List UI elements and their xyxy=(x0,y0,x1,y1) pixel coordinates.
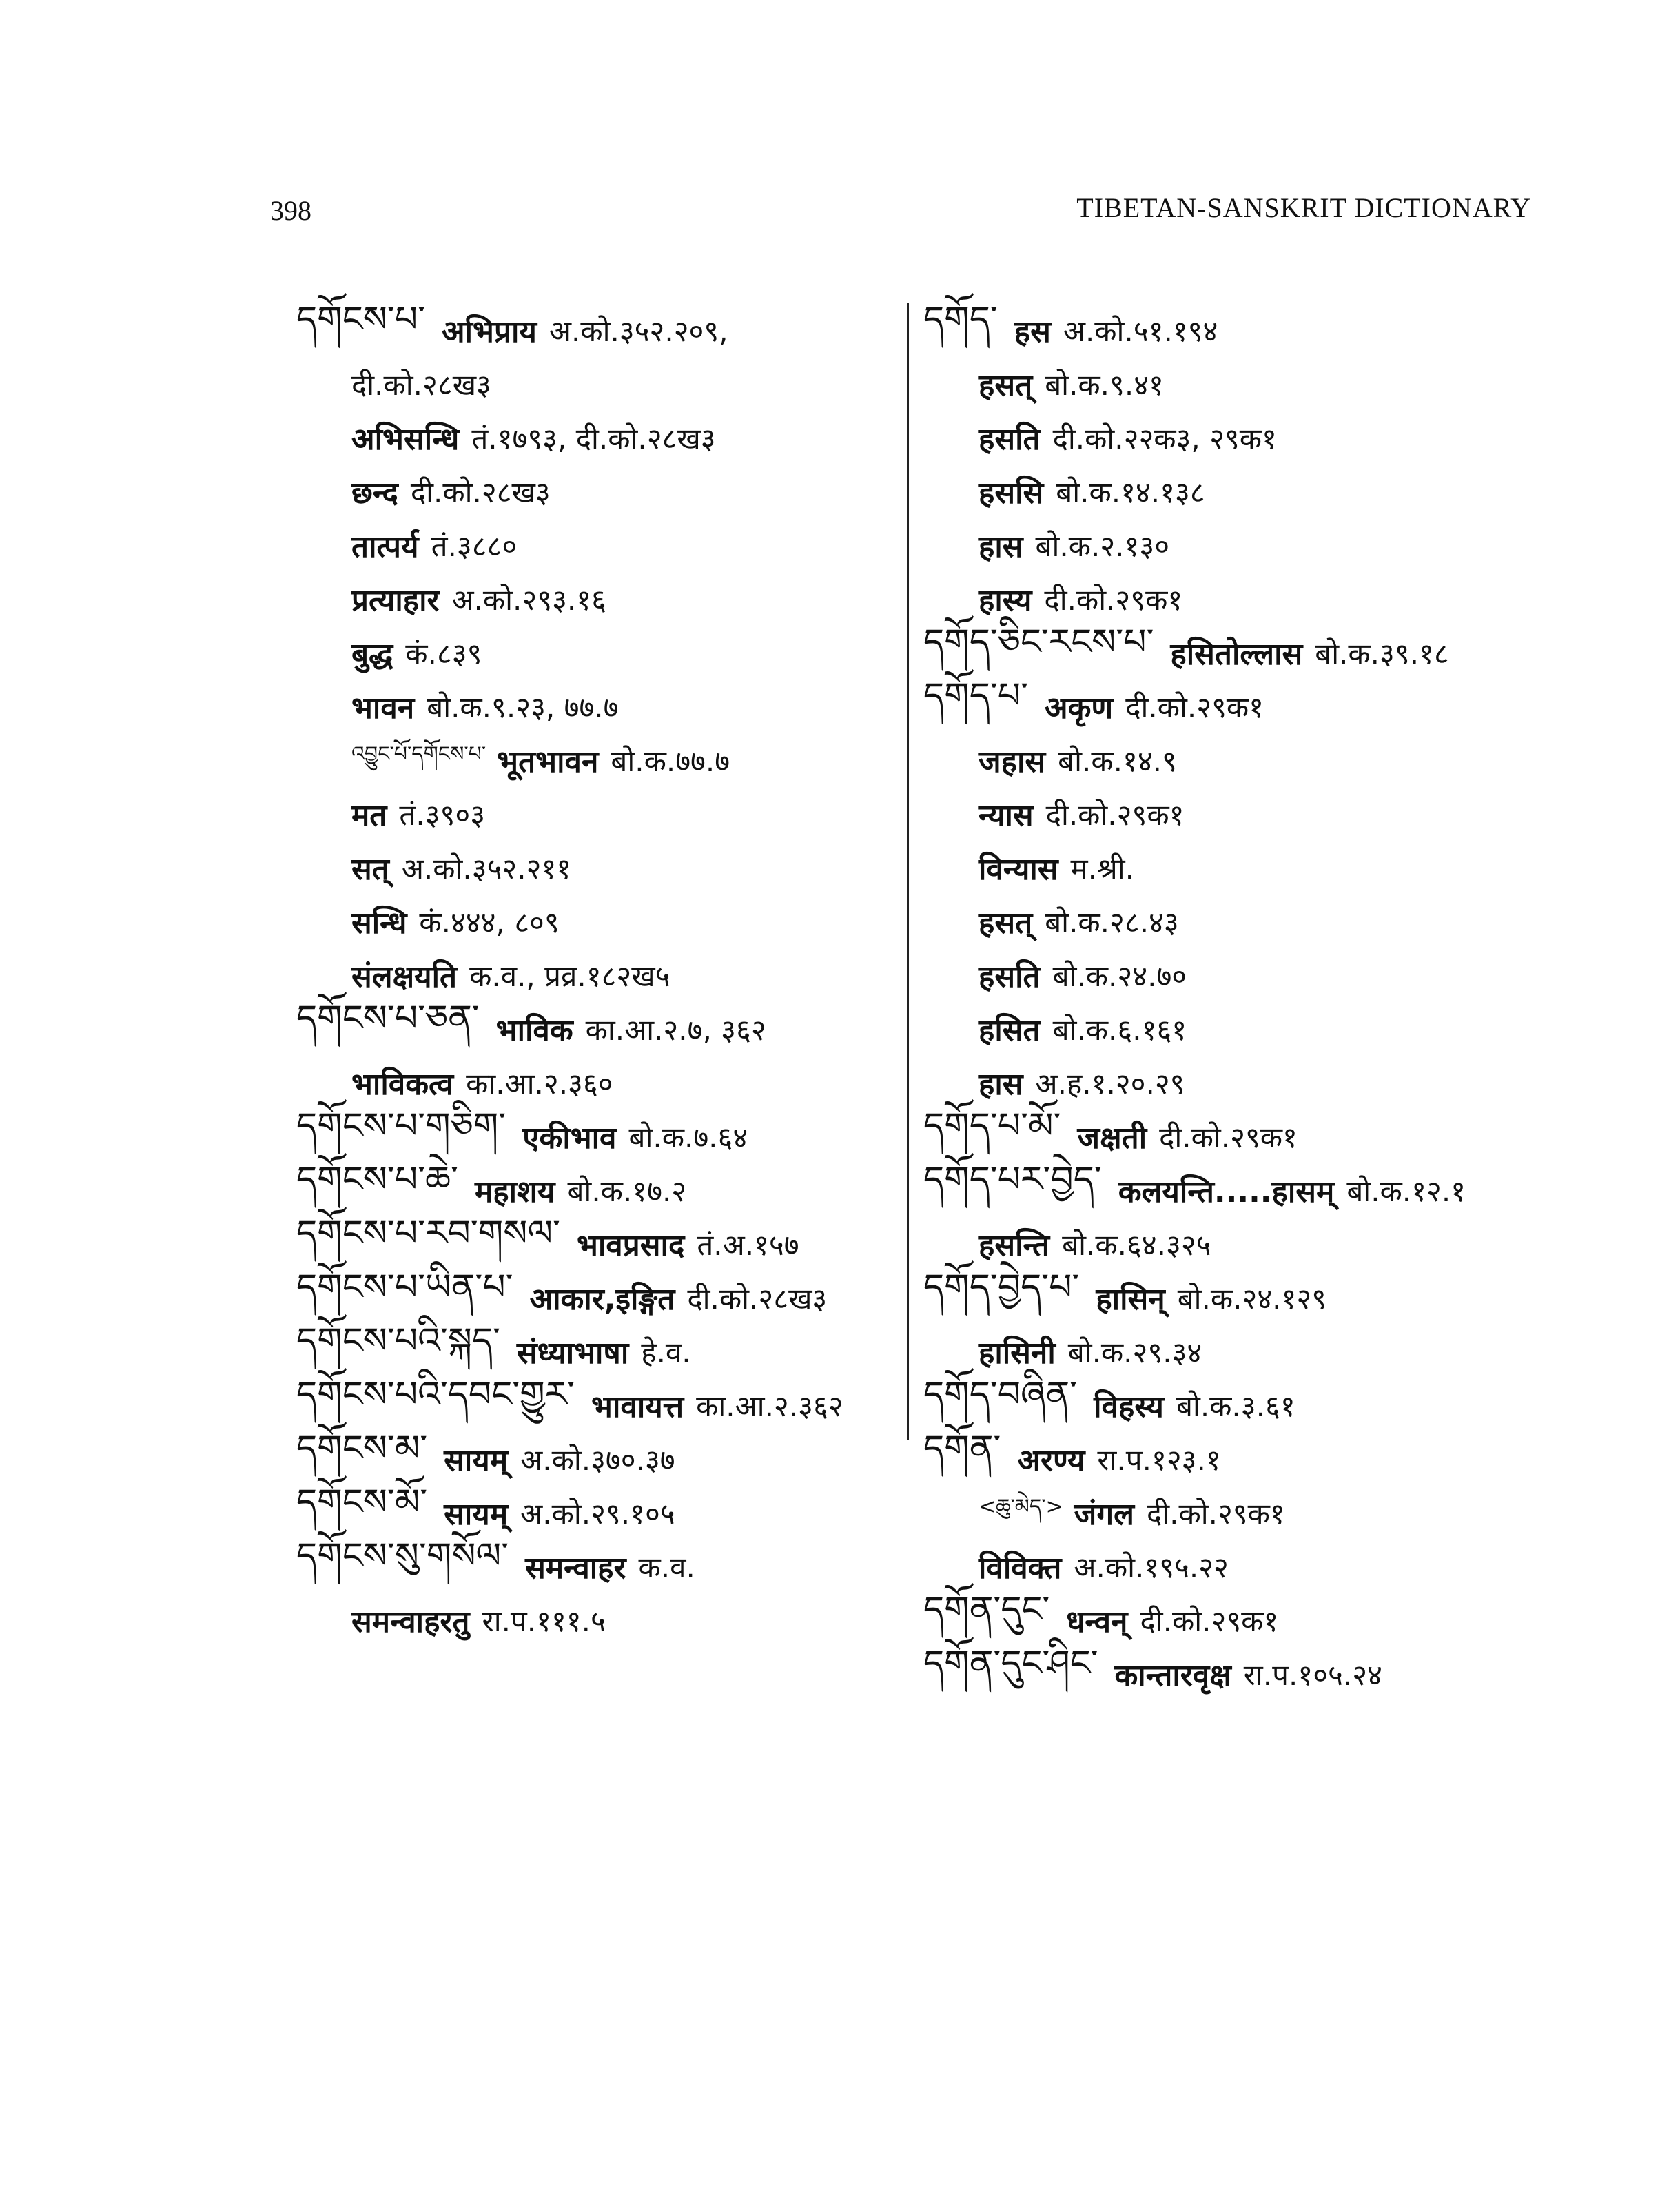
sanskrit-equivalent: संध्याभाषा xyxy=(516,1336,629,1371)
source-reference: रा.प.१०५.२४ xyxy=(1243,1657,1382,1692)
sanskrit-equivalent: कलयन्ति.....हासम् xyxy=(1118,1174,1335,1209)
column-divider xyxy=(907,303,909,1440)
source-reference: दी.को.२८ख३ xyxy=(351,367,491,402)
source-reference: बो.क.२४.१२९ xyxy=(1177,1281,1327,1316)
source-reference: दी.को.२८ख३ xyxy=(410,475,551,509)
tibetan-headword: དགོངས་པ་གཅིག་ xyxy=(296,1105,506,1147)
dictionary-entry xyxy=(296,1535,889,1593)
source-reference: अ.ह.१.२०.२९ xyxy=(1035,1066,1185,1101)
running-title: TIBETAN-SANSKRIT DICTIONARY xyxy=(1076,192,1531,223)
tibetan-headword: དགོད་བྱེད་པ་ xyxy=(923,1267,1080,1308)
source-reference: दी.को.२८ख३ xyxy=(687,1281,828,1316)
dictionary-entry xyxy=(923,1374,1544,1432)
source-reference: अ.को.३५२.२११ xyxy=(401,851,572,886)
dictionary-entry xyxy=(296,464,889,518)
sanskrit-equivalent: तात्पर्य xyxy=(351,529,419,564)
source-reference: हे.व. xyxy=(641,1335,691,1369)
tibetan-headword: དགོད་ xyxy=(923,299,998,340)
source-reference: बो.क.३.६१ xyxy=(1176,1389,1295,1423)
page-header xyxy=(0,194,1680,243)
tibetan-headword: དགོན་དུང་ xyxy=(923,1589,1050,1631)
dictionary-entry xyxy=(923,1159,1544,1217)
dictionary-entry xyxy=(923,411,1544,464)
dictionary-entry xyxy=(923,841,1544,895)
tibetan-headword: དགོངས་མོ་ xyxy=(296,1482,428,1523)
tibetan-headword: དགོངས་པ་ཅན་ xyxy=(296,998,480,1039)
sanskrit-equivalent: हसितोल्लास xyxy=(1170,637,1303,672)
source-reference: अ.को.३५२.२०९, xyxy=(549,314,728,348)
dictionary-entry xyxy=(923,1002,1544,1056)
sanskrit-equivalent: हससि xyxy=(979,476,1044,511)
source-reference: दी.को.२९क१ xyxy=(1159,1120,1298,1154)
sanskrit-equivalent: हास xyxy=(979,1067,1023,1102)
source-reference: तं.१७९३, दी.को.२८ख३ xyxy=(471,421,716,456)
sanskrit-equivalent: भावायत्त xyxy=(591,1389,684,1424)
sanskrit-equivalent: भूतभावन xyxy=(497,744,599,779)
source-reference: दी.को.२२क३, २९क१ xyxy=(1052,421,1277,456)
tibetan-headword: དགོད་པ་ xyxy=(923,675,1028,717)
sanskrit-equivalent: भावन xyxy=(351,691,415,726)
sanskrit-equivalent: भाविक xyxy=(495,1013,573,1048)
source-reference: अ.को.५१.१९४ xyxy=(1063,314,1218,348)
dictionary-entry xyxy=(923,895,1544,948)
source-reference: कं.४४४, ८०९ xyxy=(419,905,560,939)
dictionary-entry xyxy=(923,1486,1544,1540)
sanskrit-equivalent: सन्धि xyxy=(351,906,407,941)
page-number: 398 xyxy=(270,195,311,226)
sanskrit-equivalent: आकार,इङ्गित xyxy=(529,1282,675,1317)
source-reference: बो.क.६.१६१ xyxy=(1052,1012,1187,1047)
source-reference: क.व. xyxy=(638,1550,695,1584)
source-reference: बो.क.९.४१ xyxy=(1045,367,1164,402)
source-reference: बो.क.१४.९ xyxy=(1058,744,1177,778)
sanskrit-equivalent: भावप्रसाद xyxy=(576,1228,685,1263)
source-reference: का.आ.२.७, ३६२ xyxy=(585,1012,766,1047)
dictionary-entry xyxy=(296,626,889,679)
dictionary-entry xyxy=(296,357,889,411)
dictionary-entry xyxy=(296,787,889,841)
sanskrit-equivalent: हसति xyxy=(979,422,1041,457)
dictionary-entry xyxy=(923,518,1544,572)
dictionary-entry xyxy=(923,299,1544,357)
sanskrit-equivalent: समन्वाहर xyxy=(525,1551,626,1586)
tibetan-headword: དགོད་པར་བྱེད་ xyxy=(923,1159,1102,1200)
tibetan-headword: དགོངས་མ་ xyxy=(296,1428,428,1469)
tibetan-headword: <ཆུ་མེད་> xyxy=(979,1495,1063,1519)
dictionary-entry xyxy=(296,411,889,464)
source-reference: बो.क.२९.३४ xyxy=(1067,1335,1202,1369)
dictionary-entry xyxy=(923,357,1544,411)
source-reference: तं.३९०३ xyxy=(399,797,486,832)
dictionary-entry xyxy=(923,948,1544,1002)
source-reference: बो.क.२.१३० xyxy=(1035,529,1170,563)
left-column xyxy=(296,299,889,1647)
dictionary-entry xyxy=(923,675,1544,733)
sanskrit-equivalent: जहास xyxy=(979,744,1046,779)
sanskrit-equivalent: हासिन् xyxy=(1096,1282,1165,1317)
sanskrit-equivalent: हासिनी xyxy=(979,1336,1056,1371)
sanskrit-equivalent: हास xyxy=(979,529,1023,564)
sanskrit-equivalent: भाविकत्व xyxy=(351,1067,454,1102)
source-reference: कं.८३९ xyxy=(405,636,482,671)
sanskrit-equivalent: हसित xyxy=(979,1013,1041,1048)
dictionary-entry xyxy=(296,299,889,357)
source-reference: दी.को.२९क१ xyxy=(1140,1604,1279,1638)
sanskrit-equivalent: विविक्त xyxy=(979,1551,1062,1586)
source-reference: दी.को.२९क१ xyxy=(1146,1496,1285,1531)
dictionary-entry xyxy=(296,998,889,1056)
sanskrit-equivalent: छन्द xyxy=(351,476,398,511)
dictionary-entry xyxy=(296,895,889,948)
source-reference: अ.को.३७०.३७ xyxy=(520,1442,675,1477)
sanskrit-equivalent: धन्वन् xyxy=(1066,1604,1128,1639)
tibetan-headword: དགོན་དུང་ཤིང་ xyxy=(923,1643,1098,1684)
source-reference: रा.प.१२३.१ xyxy=(1097,1442,1221,1477)
source-reference: तं.३८८० xyxy=(431,529,518,563)
sanskrit-equivalent: अभिसन्धि xyxy=(351,422,460,457)
sanskrit-equivalent: कान्तारवृक्ष xyxy=(1114,1658,1231,1693)
source-reference: रा.प.१११.५ xyxy=(482,1604,606,1638)
source-reference: बो.क.७.६४ xyxy=(628,1120,748,1154)
sanskrit-equivalent: हसति xyxy=(979,959,1041,994)
tibetan-headword: དགོངས་པའི་དབང་གྱུར་ xyxy=(296,1374,575,1416)
source-reference: अ.को.१९५.२२ xyxy=(1074,1550,1229,1584)
sanskrit-equivalent: अकृण xyxy=(1045,691,1114,726)
sanskrit-equivalent: मत xyxy=(351,798,387,833)
dictionary-entry xyxy=(923,1643,1544,1701)
tibetan-headword: དགོད་བཞིན་ xyxy=(923,1374,1078,1416)
source-reference: बो.क.१७.२ xyxy=(567,1174,687,1208)
source-reference: अ.को.२९३.१६ xyxy=(451,582,606,617)
sanskrit-equivalent: बुद्ध xyxy=(351,637,393,672)
sanskrit-equivalent: हसत् xyxy=(979,906,1033,941)
source-reference: बो.क.६४.३२५ xyxy=(1062,1227,1211,1262)
source-reference: दी.को.२९क१ xyxy=(1045,797,1185,832)
dictionary-entry xyxy=(296,679,889,733)
dictionary-entry xyxy=(923,733,1544,787)
source-reference: बो.क.३९.१८ xyxy=(1315,636,1449,671)
dictionary-entry xyxy=(296,841,889,895)
source-reference: बो.क.१२.१ xyxy=(1346,1174,1466,1208)
tibetan-headword: འབྱུང་པོ་དགོངས་པ་ xyxy=(351,742,486,766)
sanskrit-equivalent: जंगल xyxy=(1074,1497,1134,1532)
tibetan-headword: དགོངས་སུ་གསོལ་ xyxy=(296,1535,509,1577)
source-reference: का.आ.२.३६२ xyxy=(696,1389,843,1423)
tibetan-headword: དགོངས་པ་ཆེ་ xyxy=(296,1159,458,1200)
sanskrit-equivalent: प्रत्याहार xyxy=(351,583,440,618)
sanskrit-equivalent: सत् xyxy=(351,852,389,887)
dictionary-entry xyxy=(296,1593,889,1647)
sanskrit-equivalent: हसन्ति xyxy=(979,1228,1050,1263)
source-reference: म.श्री. xyxy=(1070,851,1134,886)
sanskrit-equivalent: हास्य xyxy=(979,583,1032,618)
sanskrit-equivalent: सायम् xyxy=(444,1497,509,1532)
source-reference: का.आ.२.३६० xyxy=(466,1066,613,1101)
sanskrit-equivalent: न्यास xyxy=(979,798,1034,833)
dictionary-entry xyxy=(923,787,1544,841)
source-reference: बो.क.२४.७० xyxy=(1052,959,1187,993)
sanskrit-equivalent: विहस्य xyxy=(1094,1389,1164,1424)
sanskrit-equivalent: जक्षती xyxy=(1077,1121,1147,1156)
source-reference: बो.क.९.२३, ७७.७ xyxy=(427,690,619,724)
tibetan-headword: དགོངས་པ་རབ་གསལ་ xyxy=(296,1213,560,1254)
right-column xyxy=(923,299,1544,1701)
tibetan-headword: དགོངས་པའི་སྐད་ xyxy=(296,1320,500,1362)
sanskrit-equivalent: समन्वाहरतु xyxy=(351,1604,470,1639)
sanskrit-equivalent: अरण्य xyxy=(1017,1443,1085,1478)
sanskrit-equivalent: सायम् xyxy=(444,1443,509,1478)
tibetan-headword: དགོད་ཅིང་རངས་པ་ xyxy=(923,622,1154,663)
dictionary-entry xyxy=(923,464,1544,518)
sanskrit-equivalent: हस xyxy=(1014,314,1051,349)
tibetan-headword: དགོངས་པ་ཡིན་པ་ xyxy=(296,1267,513,1308)
dictionary-entry xyxy=(296,572,889,626)
sanskrit-equivalent: महाशय xyxy=(474,1174,555,1209)
source-reference: बो.क.७७.७ xyxy=(611,744,730,778)
dictionary-entry xyxy=(296,518,889,572)
source-reference: अ.को.२९.१०५ xyxy=(520,1496,675,1531)
source-reference: बो.क.२८.४३ xyxy=(1045,905,1179,939)
source-reference: दी.को.२९क१ xyxy=(1125,690,1264,724)
sanskrit-equivalent: विन्यास xyxy=(979,852,1058,887)
source-reference: क.व., प्रव्र.१८२ख५ xyxy=(469,959,670,993)
sanskrit-equivalent: एकीभाव xyxy=(522,1121,617,1156)
sanskrit-equivalent: अभिप्राय xyxy=(442,314,537,349)
tibetan-headword: དགོད་པ་མོ་ xyxy=(923,1105,1061,1147)
tibetan-headword: དགོངས་པ་ xyxy=(296,299,425,340)
source-reference: बो.क.१४.१३८ xyxy=(1056,475,1205,509)
sanskrit-equivalent: संलक्षयति xyxy=(351,959,458,994)
sanskrit-equivalent: हसत् xyxy=(979,368,1033,403)
source-reference: दी.को.२९क१ xyxy=(1044,582,1183,617)
dictionary-entry xyxy=(923,1267,1544,1325)
dictionary-entry xyxy=(296,733,889,787)
tibetan-headword: དགོན་ xyxy=(923,1428,1001,1469)
source-reference: तं.अ.१५७ xyxy=(697,1227,799,1262)
